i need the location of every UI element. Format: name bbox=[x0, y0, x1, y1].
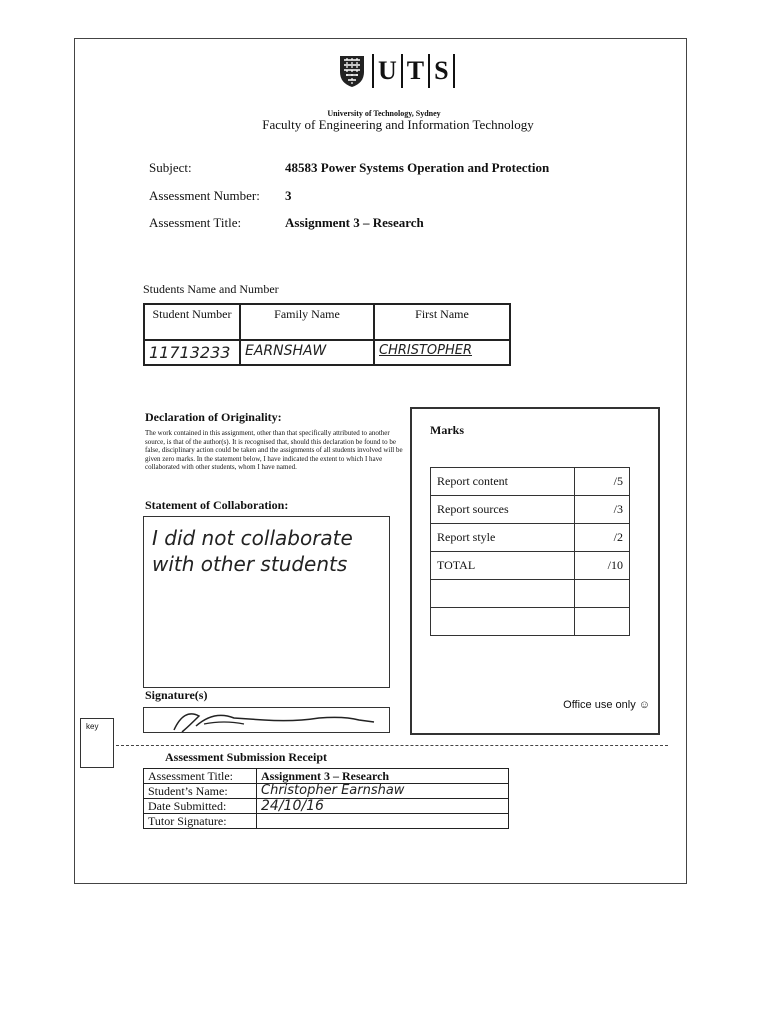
marks-label: TOTAL bbox=[431, 552, 575, 580]
signature-box bbox=[143, 707, 390, 733]
faculty-name: Faculty of Engineering and Information Technology bbox=[262, 117, 534, 132]
signature-heading: Signature(s) bbox=[145, 688, 208, 702]
receipt-name-label: Student’s Name: bbox=[144, 784, 257, 799]
receipt-title-value: Assignment 3 – Research bbox=[257, 769, 509, 784]
table-row bbox=[431, 580, 630, 608]
marks-label: Report sources bbox=[431, 496, 575, 524]
first-name-header: First Name bbox=[374, 304, 510, 340]
receipt-title-label: Assessment Title: bbox=[144, 769, 257, 784]
table-row bbox=[431, 496, 630, 524]
crest-icon bbox=[338, 54, 366, 88]
marks-label: Report style bbox=[431, 524, 575, 552]
table-row bbox=[144, 769, 509, 784]
table-row bbox=[144, 799, 509, 814]
assessment-number-label: Assessment Number: bbox=[149, 188, 260, 203]
table-row bbox=[431, 468, 630, 496]
collaboration-box bbox=[143, 516, 390, 688]
marks-max: /2 bbox=[575, 524, 630, 552]
receipt-table bbox=[143, 768, 509, 829]
logo-letter-t: T bbox=[406, 56, 425, 85]
marks-table bbox=[430, 467, 630, 636]
declaration-heading: Declaration of Originality: bbox=[145, 410, 282, 424]
logo-letter-s: S bbox=[434, 56, 449, 85]
student-number-header: Student Number bbox=[144, 304, 240, 340]
assessment-title-value: Assignment 3 – Research bbox=[285, 215, 424, 230]
signature-scribble bbox=[144, 708, 389, 732]
marks-title: Marks bbox=[430, 423, 464, 437]
office-use-note: Office use only ☺ bbox=[563, 699, 650, 711]
uts-logo bbox=[338, 52, 455, 90]
marks-max: /10 bbox=[575, 552, 630, 580]
table-row bbox=[431, 552, 630, 580]
key-label: key bbox=[86, 722, 99, 731]
receipt-date-value: 24/10/16 bbox=[257, 799, 509, 814]
family-name-header: Family Name bbox=[240, 304, 374, 340]
subject-label: Subject: bbox=[149, 160, 192, 175]
receipt-date-label: Date Submitted: bbox=[144, 799, 257, 814]
declaration-text: The work contained in this assignment, other than that specifically attributed to another source, is that of the author(s). It is recognised that, should this declaration be found to be false, disciplinary action could be taken and the assignments of all students involved will be given zero marks. In the statement below, I have indicated the extent to which I have collaborated with other students, whom I have named. bbox=[145, 429, 403, 472]
first-name-value: CHRISTOPHER bbox=[374, 340, 510, 365]
family-name-value: EARNSHAW bbox=[240, 340, 374, 365]
table-row bbox=[144, 784, 509, 799]
receipt-heading: Assessment Submission Receipt bbox=[165, 750, 328, 764]
receipt-name-value: Christopher Earnshaw bbox=[257, 784, 509, 799]
marks-label: Report content bbox=[431, 468, 575, 496]
university-name: University of Technology, Sydney bbox=[327, 109, 441, 118]
table-row bbox=[144, 814, 509, 829]
marks-max: /5 bbox=[575, 468, 630, 496]
receipt-tutor-value bbox=[257, 814, 509, 829]
student-number-value: 11713233 bbox=[144, 340, 240, 365]
marks-panel bbox=[410, 407, 660, 735]
logo-letter-u: U bbox=[378, 56, 397, 85]
table-row bbox=[431, 524, 630, 552]
key-box bbox=[80, 718, 114, 768]
cut-line bbox=[116, 745, 668, 746]
collaboration-heading: Statement of Collaboration: bbox=[145, 498, 289, 512]
students-table bbox=[143, 303, 511, 366]
collaboration-statement bbox=[152, 525, 353, 577]
subject-value: 48583 Power Systems Operation and Protection bbox=[285, 160, 550, 175]
assessment-number-value: 3 bbox=[285, 188, 292, 203]
receipt-tutor-label: Tutor Signature: bbox=[144, 814, 257, 829]
table-row bbox=[431, 608, 630, 636]
marks-max: /3 bbox=[575, 496, 630, 524]
students-heading: Students Name and Number bbox=[143, 282, 279, 296]
collaboration-line-2: with other students bbox=[152, 552, 348, 576]
assessment-title-label: Assessment Title: bbox=[149, 215, 242, 230]
collaboration-line-1: I did not collaborate bbox=[152, 526, 353, 550]
